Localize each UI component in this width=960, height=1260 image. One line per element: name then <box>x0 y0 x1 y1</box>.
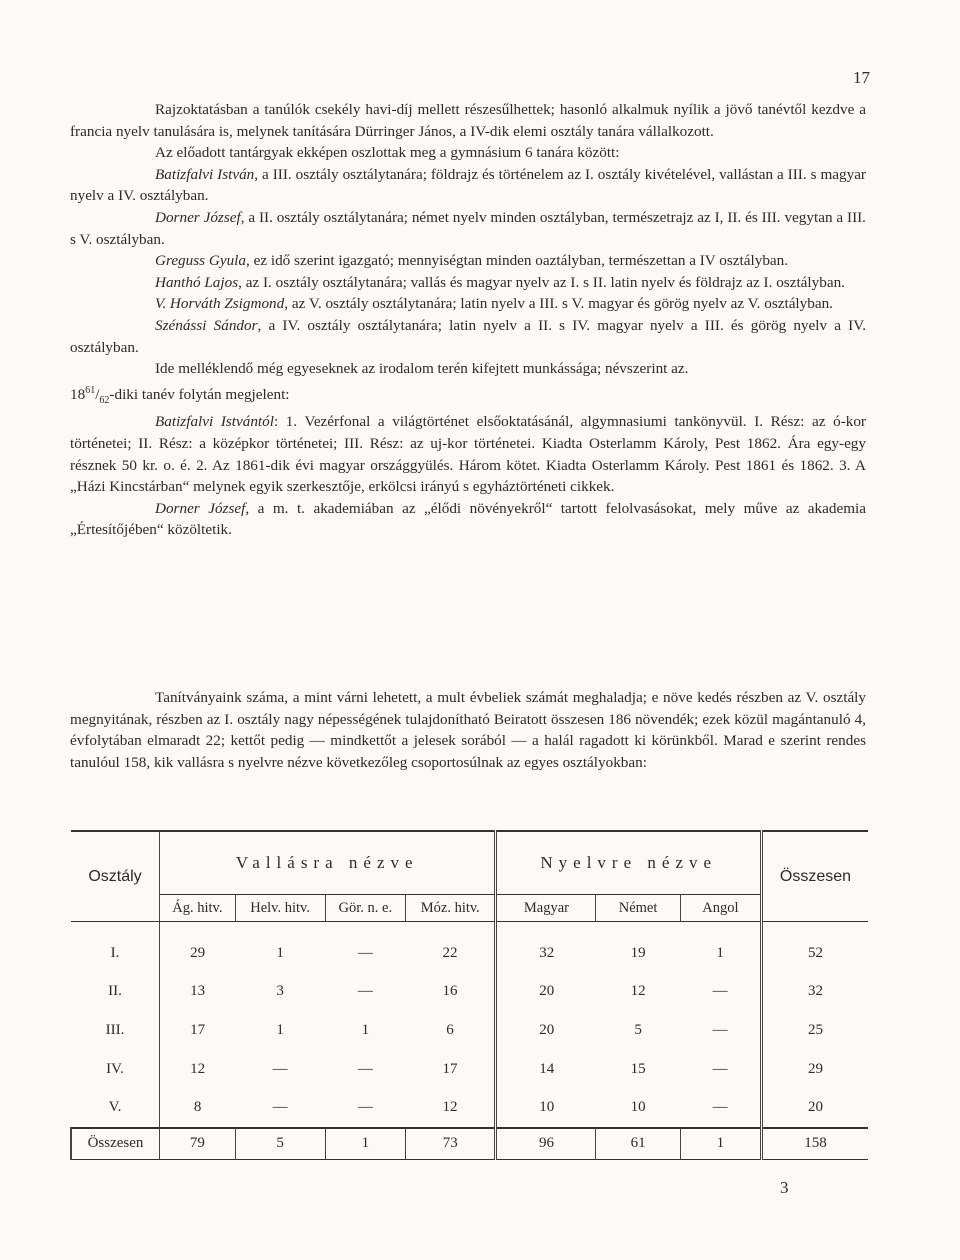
col-group-vallas: Vallásra nézve <box>160 831 496 895</box>
table-cell: 12 <box>630 983 646 1000</box>
sub-header-cell: Móz. hitv. <box>406 895 496 922</box>
paragraph: Greguss Gyula, ez idő szerint igazgató; mennyiségtan minden oaztályban, természettan a IV osztályban. <box>155 252 789 270</box>
total-cell: 1 <box>325 1128 406 1160</box>
row-label: I. <box>71 922 160 973</box>
table-cell: — <box>357 983 373 1000</box>
table-cell: 20 <box>539 983 555 1000</box>
signature-mark: 3 <box>780 1178 789 1197</box>
paragraph: Ide melléklendő még egyeseknek az irodalom terén kifejtett munkássága; névszerint az. <box>155 360 689 378</box>
total-cell: 1 <box>680 1128 761 1160</box>
paragraph: Dorner József, a m. t. akademiában az „élődi növényekről“ tartott felolvasásokat, mely műve az akademia „Értesítőjében“ közöltetik. <box>70 499 866 539</box>
paragraph: Dorner József, a II. osztály osztálytanára; német nyelv minden osztályban, természetrajz az I, II. és III. vegytan a III. s V. osztályban. <box>70 208 866 248</box>
table-row <box>71 1050 868 1089</box>
paragraph: Szénássi Sándor, a IV. osztály osztálytanára; latin nyelv a II. s IV. magyar nyelv a III. és görög nyelv a IV. osztályban. <box>70 316 866 356</box>
table-cell: — <box>357 1099 373 1116</box>
total-cell: 61 <box>596 1128 680 1160</box>
paragraph: Batizfalvi Istvántól: 1. Vezérfonal a világtörténet elsőoktatásánál, algymnasiumi tankönyvül. I. Rész: az ó-kor történetei; II. Rész: a középkor történetei; III. Rész: az uj-kor történetei. Kiadta Osterlamm Károly, Pest 1862. Ára egy-egy résznek 50 kr. o. é. 2. Az 1861-dik évi magyar országgyülés. Három kötet. Kiadta Osterlamm Károly. Pest 1861 és 1862. 3. A „Házi Kincstárban“ melynek egyik szerkesztője, erkölcsi irányú s egyháztörténeti cikkek. <box>70 413 866 496</box>
table-cell: — <box>680 1050 761 1089</box>
col-group-nyelv: Nyelvre nézve <box>496 831 762 895</box>
table-cell: 32 <box>808 983 823 1000</box>
teacher-name: Batizfalvi Istvántól <box>155 413 274 431</box>
table-cell: 52 <box>808 944 823 961</box>
table-cell: 20 <box>808 1099 823 1116</box>
table-cell: 25 <box>808 1021 823 1038</box>
sub-header-cell: Német <box>596 895 680 922</box>
total-cell: 158 <box>762 1128 869 1160</box>
total-row <box>71 1128 868 1160</box>
students-paragraph: Tanítványaink száma, a mint várni lehetett, a mult évbeliek számát meghaladja; e növe kedés részben az V. osztály megnyitának, részben az I. osztály nagy népességének tulajdonítható Beiratott összesen 186 növendék; ezek közül magántanuló 4, évfolytában elmaradt 22; kettőt pedig — mindkettőt a jelesek sorából — a halál ragadott ki körünkből. Marad e szerint rendes tanulóul 158, kik vallásra s nyelvre nézve következőleg csoportosúlnak az egyes osztályokban: <box>70 689 866 771</box>
table-cell: 13 <box>190 983 206 1000</box>
table-cell: 32 <box>539 944 555 961</box>
total-cell: 5 <box>235 1128 325 1160</box>
table-row <box>71 973 868 1012</box>
col-osztaly: Osztály <box>71 831 160 922</box>
teacher-name: Szénássi Sándor <box>155 316 258 334</box>
table-cell: 1 <box>680 922 761 973</box>
row-label: III. <box>71 1011 160 1050</box>
row-label: IV. <box>71 1050 160 1089</box>
paragraph: V. Horváth Zsigmond, az V. osztály osztálytanára; latin nyelv a III. s V. magyar és görög nyelv az V. osztályban. <box>155 295 833 313</box>
table-cell: 8 <box>193 1099 202 1116</box>
table-row <box>71 922 868 973</box>
table-cell: — <box>680 973 761 1012</box>
table-cell: 14 <box>539 1060 555 1077</box>
table-cell: 10 <box>539 1099 555 1116</box>
table-row <box>71 1088 868 1128</box>
sub-header-cell: Gör. n. e. <box>325 895 406 922</box>
teacher-name: Greguss Gyula <box>155 252 246 270</box>
total-cell: 96 <box>496 1128 596 1160</box>
teacher-name: Dorner József <box>155 208 241 226</box>
page-number: 17 <box>853 68 870 87</box>
student-statistics-table <box>70 830 868 1160</box>
table-cell: 1 <box>276 1021 284 1038</box>
sub-header-cell: Ág. hitv. <box>160 895 236 922</box>
table-row <box>71 1011 868 1050</box>
table-cell: 22 <box>406 922 496 973</box>
sub-header-cell: Magyar <box>496 895 596 922</box>
sub-header-cell: Helv. hitv. <box>235 895 325 922</box>
col-osszesen: Összesen <box>762 831 869 922</box>
table-cell: 17 <box>406 1050 496 1089</box>
paragraph: Batizfalvi István, a III. osztály osztálytanára; földrajz és történelem az I. osztály kivételével, vallástan a III. s magyar nyelv a IV. osztályban. <box>70 165 866 205</box>
table-cell: 16 <box>406 973 496 1012</box>
table-cell: 29 <box>808 1060 823 1077</box>
total-label: Összesen <box>71 1128 160 1160</box>
table-cell: — <box>680 1088 761 1128</box>
table-cell: 10 <box>630 1099 646 1116</box>
body-text-students <box>70 687 866 773</box>
table-cell: 19 <box>630 944 646 961</box>
table-cell: — <box>357 944 373 961</box>
table-cell: — <box>680 1011 761 1050</box>
table-cell: 15 <box>630 1060 646 1077</box>
table-cell: 29 <box>190 944 206 961</box>
table-cell: 5 <box>634 1021 642 1038</box>
teacher-name: V. Horváth Zsigmond <box>155 295 285 313</box>
total-cell: 73 <box>406 1128 496 1160</box>
row-label: II. <box>71 973 160 1012</box>
total-cell: 79 <box>160 1128 236 1160</box>
row-label: V. <box>71 1088 160 1128</box>
table-cell: 6 <box>406 1011 496 1050</box>
teacher-name: Batizfalvi István <box>155 165 255 183</box>
teacher-name: Hanthó Lajos <box>155 273 239 291</box>
teacher-name: Dorner József <box>155 499 246 517</box>
table-cell: 17 <box>190 1021 206 1038</box>
paragraph: Az előadott tantárgyak ekképen oszlottak meg a gymnásium 6 tanára között: <box>155 144 620 162</box>
table-cell: — <box>272 1099 288 1116</box>
table-cell: 1 <box>361 1021 370 1038</box>
table-cell: — <box>357 1060 373 1077</box>
table-cell: 1 <box>276 944 284 961</box>
table-cell: — <box>272 1060 288 1077</box>
body-text-top <box>70 99 866 541</box>
table-cell: 12 <box>406 1088 496 1128</box>
paragraph: Hanthó Lajos, az I. osztály osztálytanára; vallás és magyar nyelv az I. s II. latin nyelv és földrajz az I. osztályban. <box>155 273 845 291</box>
table-cell: 12 <box>190 1060 206 1077</box>
table-cell: 3 <box>276 983 284 1000</box>
paragraph: $18^{61}/_{62}$-diki tanév folytán megjelent: <box>70 384 290 406</box>
paragraph: Rajzoktatásban a tanúlók csekély havi-díj mellett részesűlhettek; hasonló alkalmuk nyílik a jövő tanévtől kezdve a francia nyelv tanulására is, melynek tanítására Dürringer János, a IV-dik elemi osztály tanára vállalkozott. <box>70 101 866 140</box>
sub-header-cell: Angol <box>680 895 761 922</box>
table-cell: 20 <box>539 1021 555 1038</box>
